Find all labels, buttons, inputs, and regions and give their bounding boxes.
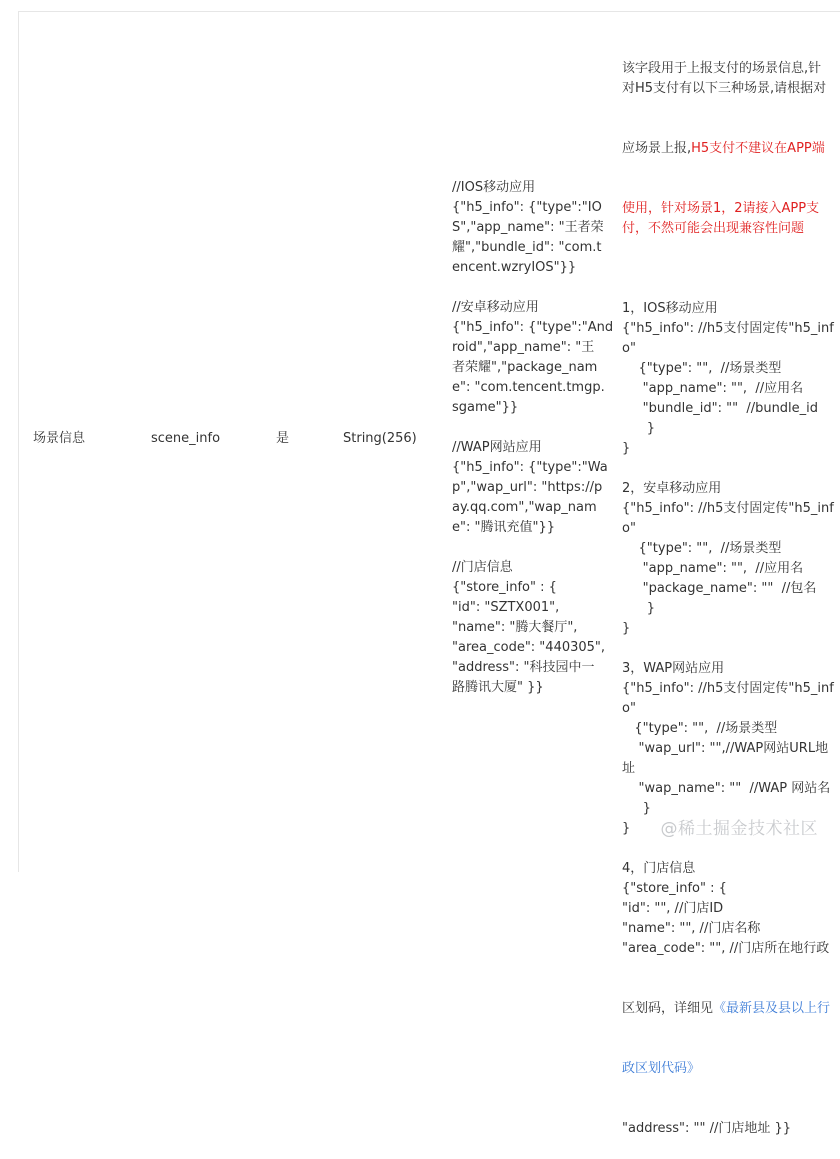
description-line: o": [622, 701, 636, 716]
description-line: "name": "", //门店名称: [622, 921, 761, 936]
field-name-cell: 场景信息: [33, 431, 86, 446]
example-line: {"h5_info": {"type":"And: [452, 320, 614, 335]
description-intro-line: 应场景上报,: [622, 141, 692, 156]
description-line: {"type": "", //场景类型: [622, 721, 778, 736]
example-line: //IOS移动应用: [452, 180, 536, 195]
example-line: "name": "腾大餐厅",: [452, 620, 578, 635]
description-line: "app_name": "", //应用名: [622, 561, 804, 576]
warning-line: 付，不然可能会出现兼容性问题: [622, 221, 805, 236]
area-code-link[interactable]: 《最新县及县以上行: [713, 1001, 831, 1016]
description-line: }: [622, 621, 631, 636]
description-intro-line: 对H5支付有以下三种场景,请根据对: [622, 81, 827, 96]
example-line: e": "com.tencent.tmgp.: [452, 380, 605, 395]
variable-name-cell: scene_info: [151, 431, 221, 446]
description-line: 1，IOS移动应用: [622, 301, 718, 316]
example-line: "address": "科技园中一: [452, 660, 595, 675]
description-line: }: [622, 421, 656, 436]
example-line: e": "腾讯充值"}}: [452, 520, 555, 535]
example-line: "area_code": "440305",: [452, 640, 606, 655]
description-line: {"store_info" : {: [622, 881, 727, 896]
example-line: //WAP网站应用: [452, 440, 542, 455]
example-line: //安卓移动应用: [452, 300, 539, 315]
description-line: }: [622, 801, 651, 816]
description-line: {"type": "", //场景类型: [622, 361, 782, 376]
example-line: [452, 278, 613, 298]
example-value-cell: [452, 178, 613, 698]
site-watermark: @稀土掘金技术社区: [660, 819, 818, 839]
description-line: 3，WAP网站应用: [622, 661, 725, 676]
example-line: {"h5_info": {"type":"Wa: [452, 460, 608, 475]
example-line: {"store_info" : {: [452, 580, 557, 595]
required-cell: 是: [276, 431, 290, 446]
description-line: {"h5_info": //h5支付固定传"h5_inf: [622, 321, 834, 336]
description-line: {"type": "", //场景类型: [622, 541, 782, 556]
address-line: "address": "" //门店地址 }}: [622, 1121, 792, 1136]
example-line: 路腾讯大厦" }}: [452, 680, 544, 695]
description-line: }: [622, 441, 631, 456]
warning-text: [622, 199, 834, 239]
type-cell: String(256): [343, 431, 417, 446]
example-line: //门店信息: [452, 560, 513, 575]
area-code-note: 区划码，详细见: [622, 1001, 714, 1016]
area-code-link-continued[interactable]: 政区划代码》: [622, 1061, 701, 1076]
example-line: ay.qq.com","wap_nam: [452, 500, 597, 515]
example-line: p","wap_url": "https://p: [452, 480, 603, 495]
description-line: }: [622, 821, 631, 836]
description-line: 址: [622, 761, 636, 776]
warning-text-inline: H5支付不建议在APP端: [691, 141, 825, 156]
example-line: 者荣耀","package_nam: [452, 360, 598, 375]
example-line: encent.wzryIOS"}}: [452, 260, 577, 275]
description-line: {"h5_info": //h5支付固定传"h5_inf: [622, 681, 834, 696]
description-line: "bundle_id": "" //bundle_id: [622, 401, 819, 416]
description-line: }: [622, 601, 656, 616]
description-line: o": [622, 521, 636, 536]
description-line: [622, 839, 834, 859]
example-line: [452, 538, 613, 558]
example-line: "id": "SZTX001",: [452, 600, 560, 615]
example-line: sgame"}}: [452, 400, 519, 415]
description-line: 2，安卓移动应用: [622, 481, 722, 496]
description-line: o": [622, 341, 636, 356]
example-line: {"h5_info": {"type":"IO: [452, 200, 602, 215]
description-line: "id": "", //门店ID: [622, 901, 724, 916]
description-line: [622, 459, 834, 479]
description-line: "package_name": "" //包名: [622, 581, 817, 596]
description-intro-line: 该字段用于上报支付的场景信息,针: [622, 61, 822, 76]
description-line: "wap_url": "",//WAP网站URL地: [622, 741, 829, 756]
example-line: roid","app_name": "王: [452, 340, 595, 355]
description-cell: [622, 19, 834, 1159]
description-line: "app_name": "", //应用名: [622, 381, 804, 396]
warning-line: 使用，针对场景1，2请接入APP支: [622, 201, 820, 216]
description-line: "wap_name": "" //WAP 网站名: [622, 781, 831, 796]
example-line: [452, 418, 613, 438]
description-line: 4，门店信息: [622, 861, 696, 876]
example-line: 耀","bundle_id": "com.t: [452, 240, 602, 255]
description-line: {"h5_info": //h5支付固定传"h5_inf: [622, 501, 834, 516]
example-line: S","app_name": "王者荣: [452, 220, 604, 235]
description-line: "area_code": "", //门店所在地行政: [622, 941, 830, 956]
description-line: [622, 279, 834, 299]
description-line: [622, 639, 834, 659]
